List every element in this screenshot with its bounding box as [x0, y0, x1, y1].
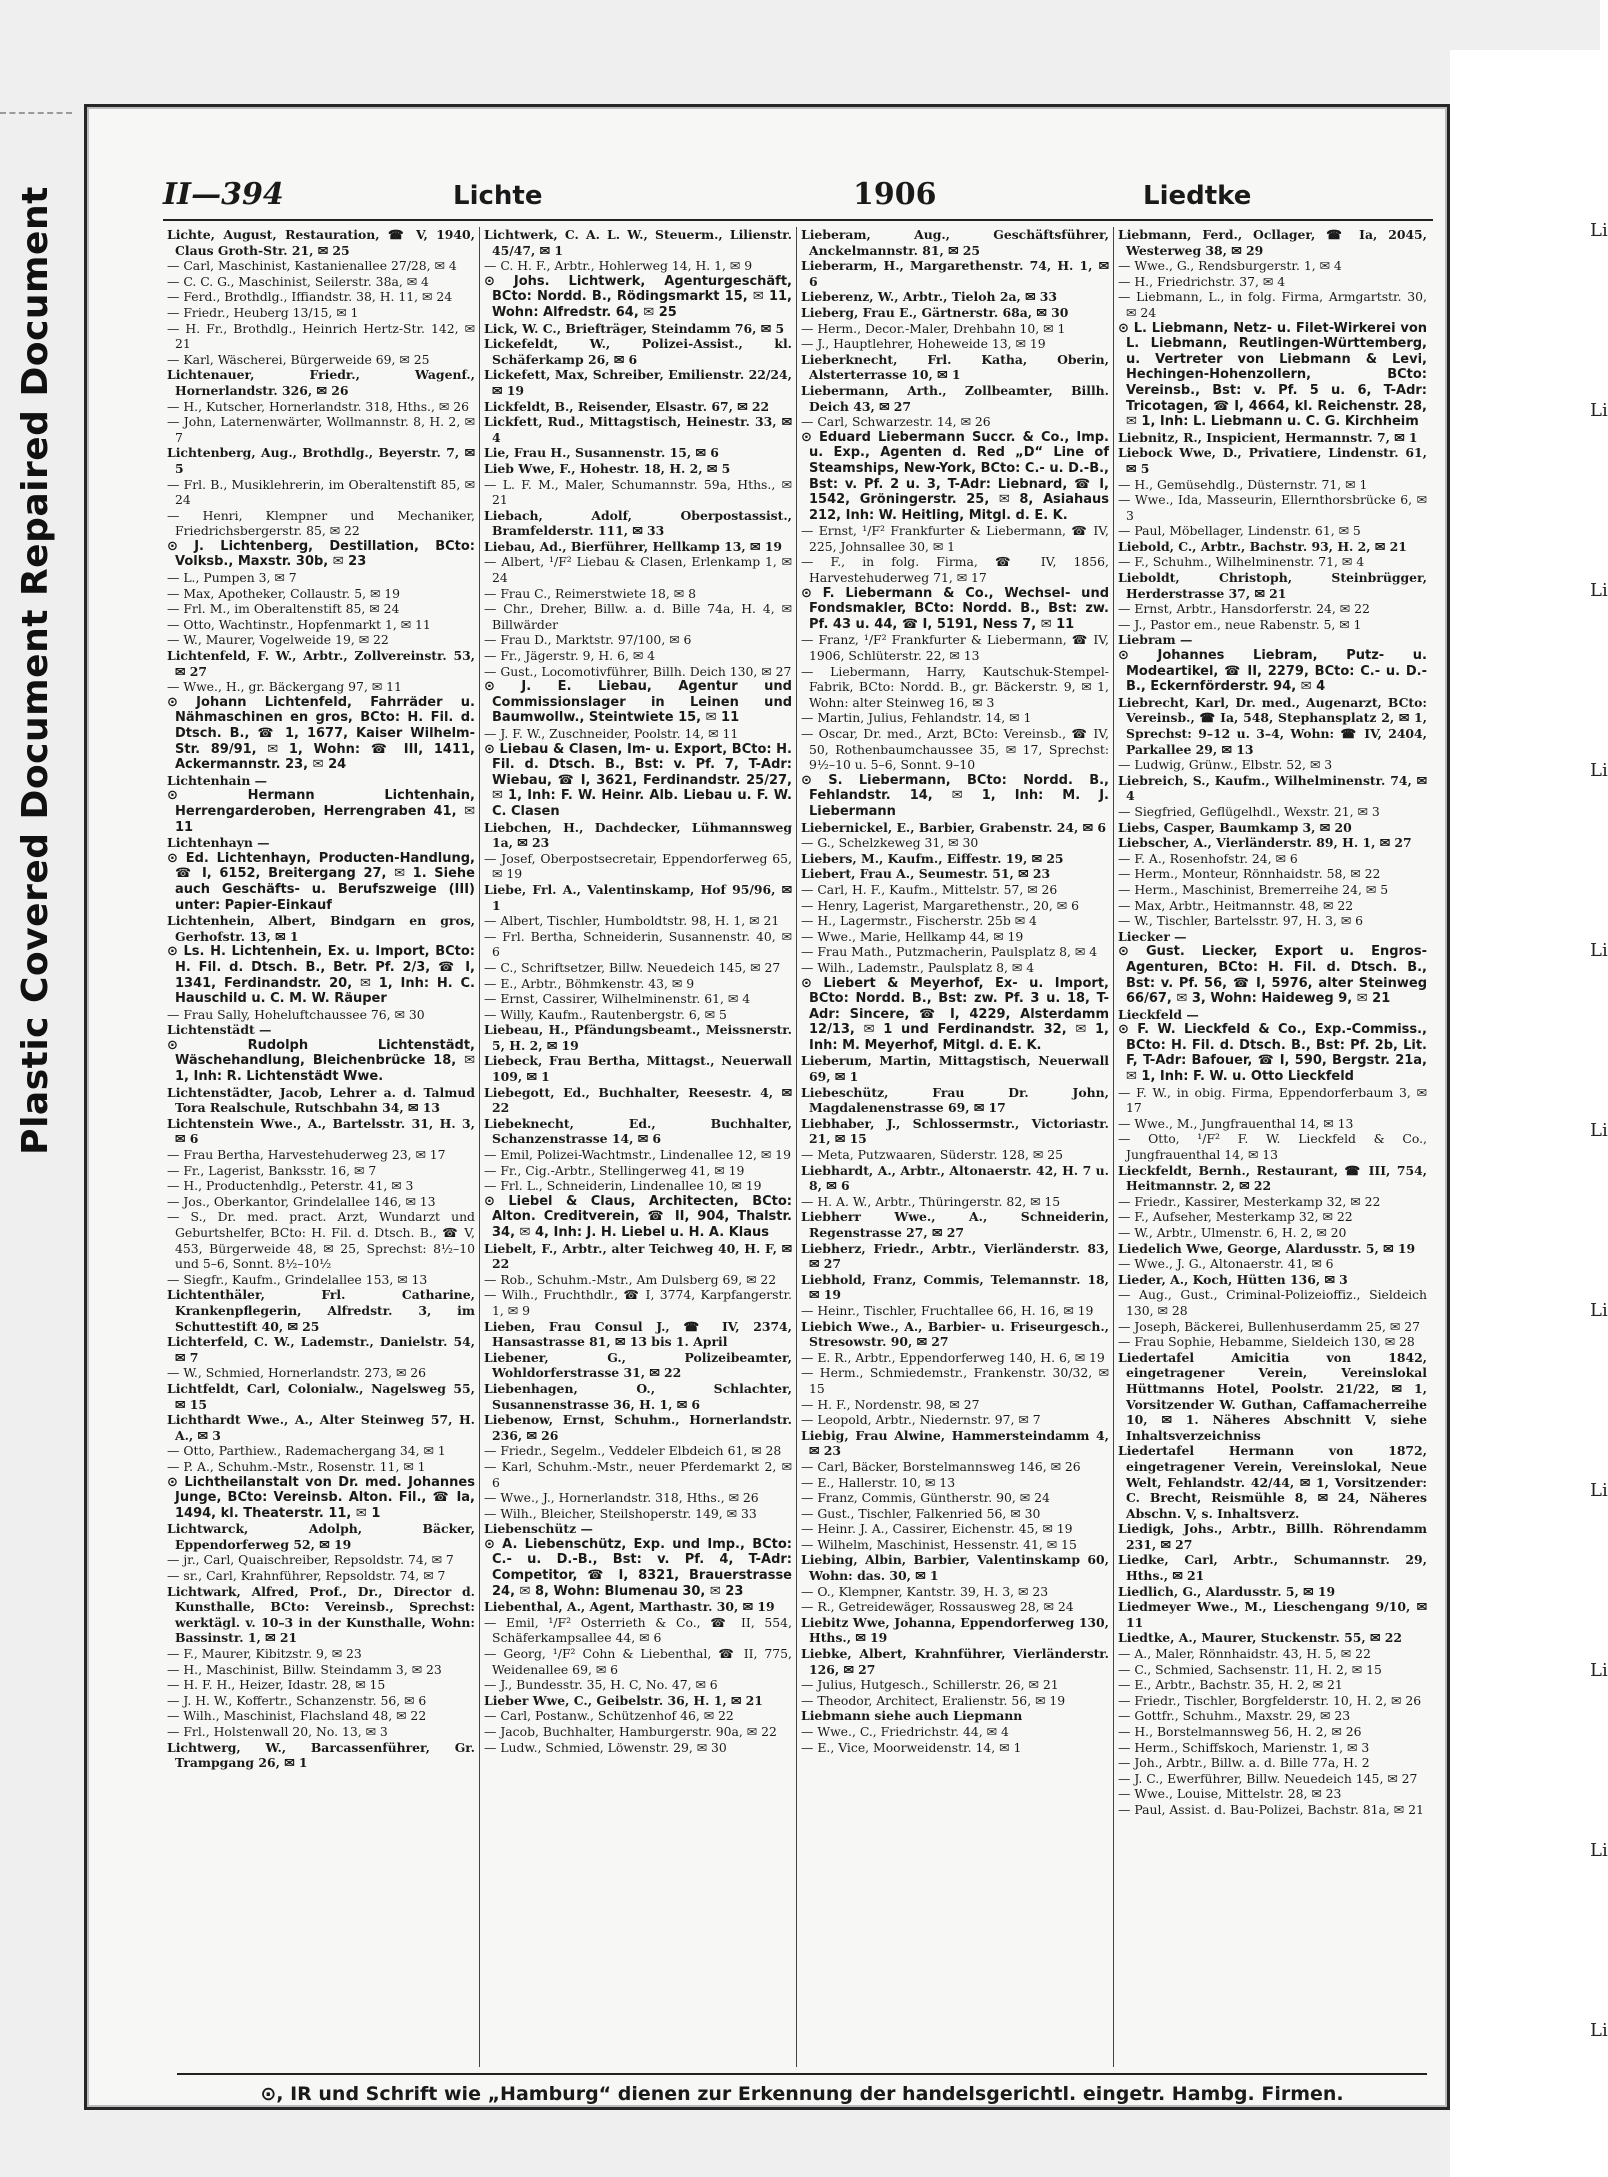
- directory-entry: Liebeknecht, Ed., Buchhalter, Schanzenstrasse 14, ✉ 6: [484, 1115, 792, 1147]
- directory-entry: Liebau, Ad., Bierführer, Hellkamp 13, ✉ 19: [484, 538, 782, 554]
- directory-entry: Lick, W. C., Briefträger, Steindamm 76, ✉ 5: [484, 320, 785, 336]
- directory-entry: — L., Pumpen 3, ✉ 7: [167, 570, 297, 586]
- directory-entry: — F. A., Rosenhofstr. 24, ✉ 6: [1118, 850, 1298, 866]
- directory-entry: — Otto, Parthiew., Rademachergang 34, ✉ 1: [167, 1443, 446, 1459]
- directory-entry: Lichterfeld, C. W., Lademstr., Danielstr. 54, ✉ 7: [167, 1334, 475, 1365]
- directory-entry: — Leopold, Arbtr., Niedernstr. 97, ✉ 7: [801, 1412, 1041, 1428]
- directory-entry: Liebeschütz, Frau Dr. John, Magdalenenstrasse 69, ✉ 17: [801, 1084, 1109, 1116]
- directory-entry: — Frau D., Marktstr. 97/100, ✉ 6: [484, 632, 692, 648]
- directory-entry: — Friedr., Tischler, Borgfelderstr. 10, H. 2, ✉ 26: [1118, 1692, 1422, 1708]
- directory-entry: — Willy, Kaufm., Rautenbergstr. 6, ✉ 5: [484, 1006, 727, 1022]
- directory-entry: — H. F., Nordenstr. 98, ✉ 27: [801, 1396, 980, 1412]
- directory-entry: — H., Friedrichstr. 37, ✉ 4: [1118, 273, 1286, 289]
- directory-entry: — F., Schuhm., Wilhelminenstr. 71, ✉ 4: [1118, 554, 1365, 570]
- directory-entry: Liebing, Albin, Barbier, Valentinskamp 60, Wohn: das. 30, ✉ 1: [801, 1552, 1109, 1584]
- directory-entry: — Wwe., M., Jungfrauenthal 14, ✉ 13: [1118, 1115, 1354, 1131]
- directory-entry: Liebold, C., Arbtr., Bachstr. 93, H. 2, ✉ 21: [1118, 538, 1407, 554]
- directory-entry: — Liebermann, Harry, Kautschuk-Stempel-Fabrik, BCto: Nordd. B., gr. Bäckerstr. 9, ✉ 1, Wohn: alter Steinweg 16, ✉ 3: [801, 663, 1109, 710]
- directory-entry: ⊙ Liebel & Claus, Architecten, BCto: Alton. Creditverein, ☎ II, 904, Thalstr. 34, ✉ 4, Inh: J. H. Liebel u. H. A. Klaus: [484, 1193, 792, 1240]
- directory-entry: — Rob., Schuhm.-Mstr., Am Dulsberg 69, ✉ 22: [484, 1271, 777, 1287]
- directory-entry: — Fr., Cig.-Arbtr., Stellingerweg 41, ✉ 19: [484, 1162, 745, 1178]
- directory-entry: — Theodor, Architect, Eralienstr. 56, ✉ 19: [801, 1692, 1066, 1708]
- column-1: [163, 227, 480, 2067]
- directory-entry: — Wwe., C., Friedrichstr. 44, ✉ 4: [801, 1724, 1009, 1739]
- directory-entry: Lickefett, Max, Schreiber, Emilienstr. 22/24, ✉ 19: [484, 367, 792, 398]
- directory-entry: — G., Schelzkeweg 31, ✉ 30: [801, 835, 979, 851]
- directory-entry: — Liebmann, L., in folg. Firma, Armgartstr. 30, ✉ 24: [1118, 289, 1427, 320]
- directory-entry: Liebig, Frau Alwine, Hammersteindamm 4, ✉ 23: [801, 1427, 1109, 1459]
- directory-entry: — Carl, Schwarzestr. 14, ✉ 26: [801, 414, 991, 430]
- directory-entry: Liebenschütz —: [484, 1521, 593, 1537]
- directory-entry: — Wwe., J. G., Altonaerstr. 41, ✉ 6: [1118, 1256, 1334, 1272]
- directory-entry: — W., Arbtr., Ulmenstr. 6, H. 2, ✉ 20: [1118, 1225, 1347, 1240]
- directory-entry: Liebegott, Ed., Buchhalter, Reesestr. 4, ✉ 22: [484, 1084, 792, 1116]
- directory-entry: — Albert, Tischler, Humboldtstr. 98, H. 1, ✉ 21: [484, 913, 780, 929]
- directory-entry: — J. F. W., Zuschneider, Poolstr. 14, ✉ 11: [484, 726, 739, 741]
- directory-entry: ⊙ Ls. H. Lichtenhein, Ex. u. Import, BCto: H. Fil. d. Dtsch. B., Betr. Pf. 2/3, ☎ I, 1341, Ferdinandstr. 20, ✉ 1, Inh: H. C. Hauschild u. C. M. W. Räuper: [167, 944, 475, 1007]
- directory-entry: — Wwe., Louise, Mittelstr. 28, ✉ 23: [1118, 1786, 1342, 1802]
- directory-entry: Liebhardt, A., Arbtr., Altonaerstr. 42, H. 7 u. 8, ✉ 6: [801, 1162, 1109, 1194]
- directory-entry: — C., Schmied, Sachsenstr. 11, H. 2, ✉ 15: [1118, 1661, 1382, 1677]
- directory-entry: ⊙ Johs. Lichtwerk, Agenturgeschäft, BCto: Nordd. B., Rödingsmarkt 15, ✉ 11, Wohn: Alfredstr. 64, ✉ 25: [484, 273, 792, 320]
- adjacent-page-fragment: Li: [1590, 1660, 1608, 1681]
- directory-entry: Liebke, Albert, Krahnführer, Vierländerstr. 126, ✉ 27: [801, 1646, 1109, 1677]
- page-number: II—394: [163, 177, 284, 212]
- directory-entry: — F., Maurer, Kibitzstr. 9, ✉ 23: [167, 1646, 362, 1662]
- directory-entry: — sr., Carl, Krahnführer, Repsoldstr. 74, ✉ 7: [167, 1568, 446, 1584]
- directory-entry: — Frl. B., Musiklehrerin, im Oberaltenstift 85, ✉ 24: [167, 476, 475, 508]
- adjacent-page-fragment: Li: [1590, 580, 1608, 601]
- directory-entry: Liebener, G., Polizeibeamter, Wohldorferstrasse 31, ✉ 22: [484, 1349, 792, 1381]
- directory-entry: Liedtke, A., Maurer, Stuckenstr. 55, ✉ 22: [1118, 1630, 1402, 1646]
- directory-entry: — Oscar, Dr. med., Arzt, BCto: Vereinsb., ☎ IV, 50, Rothenbaumchaussee 35, ✉ 17, Sprechst: 9½–10 u. 5–6, Sonnt. 9–10: [801, 726, 1109, 773]
- directory-entry: — Herm., Decor.-Maler, Drehbahn 10, ✉ 1: [801, 320, 1066, 336]
- directory-entry: — Wilh., Bleicher, Steilshoperstr. 149, ✉ 33: [484, 1505, 757, 1521]
- page-footer-note: ⊙, IR und Schrift wie „Hamburg“ dienen zur Erkennung der handelsgerichtl. eingetr. Hambg. Firmen.: [177, 2073, 1427, 2105]
- directory-entry: — Wilhelm, Maschinist, Hessenstr. 41, ✉ 15: [801, 1536, 1077, 1552]
- directory-entry: — E., Arbtr., Bachstr. 35, H. 2, ✉ 21: [1118, 1677, 1343, 1693]
- directory-entry: — R., Getreidewäger, Rossausweg 28, ✉ 24: [801, 1599, 1074, 1615]
- directory-entry: — Gust., Tischler, Falkenried 56, ✉ 30: [801, 1505, 1041, 1521]
- directory-entry: Liebchen, H., Dachdecker, Lühmannsweg 1a, ✉ 23: [484, 819, 792, 851]
- directory-entry: Lichtenhayn —: [167, 835, 270, 851]
- directory-entry: — Fr., Lagerist, Banksstr. 16, ✉ 7: [167, 1162, 377, 1178]
- directory-entry: — Ludw., Schmied, Löwenstr. 29, ✉ 30: [484, 1739, 727, 1755]
- directory-entry: Lichtenthäler, Frl. Catharine, Krankenpflegerin, Alfredstr. 3, im Schuttestift 40, ✉ 25: [167, 1287, 475, 1334]
- directory-entry: — H. Fr., Brothdlg., Heinrich Hertz-Str. 142, ✉ 21: [167, 320, 475, 352]
- directory-entry: Liebers, M., Kaufm., Eiffestr. 19, ✉ 25: [801, 850, 1064, 866]
- directory-entry: Liebram —: [1118, 632, 1193, 648]
- page-year: 1906: [853, 177, 937, 212]
- directory-entry: Liebernickel, E., Barbier, Grabenstr. 24, ✉ 6: [801, 819, 1106, 835]
- directory-entry: ⊙ J. Lichtenberg, Destillation, BCto: Volksb., Maxstr. 30b, ✉ 23: [167, 538, 475, 570]
- directory-entry: — E., Hallerstr. 10, ✉ 13: [801, 1474, 956, 1490]
- directory-entry: — P. A., Schuhm.-Mstr., Rosenstr. 11, ✉ 1: [167, 1458, 426, 1474]
- directory-entry: — H., Maschinist, Billw. Steindamm 3, ✉ 23: [167, 1661, 442, 1677]
- directory-entry: Lichtwerk, C. A. L. W., Steuerm., Lilienstr. 45/47, ✉ 1: [484, 227, 792, 258]
- directory-entry: Lie, Frau H., Susannenstr. 15, ✉ 6: [484, 445, 719, 461]
- directory-entry: Liebach, Adolf, Oberpostassist., Bramfelderstr. 111, ✉ 33: [484, 507, 792, 539]
- directory-entry: Lieberum, Martin, Mittagstisch, Neuerwall 69, ✉ 1: [801, 1053, 1109, 1085]
- directory-entry: — Wwe., J., Hornerlandstr. 318, Hths., ✉ 26: [484, 1490, 759, 1506]
- directory-entry: — Albert, ¹/F² Liebau & Clasen, Erlenkamp 1, ✉ 24: [484, 554, 792, 586]
- directory-entry: — J., Bundesstr. 35, H. C, No. 47, ✉ 6: [484, 1677, 718, 1693]
- directory-entry: Lieben, Frau Consul J., ☎ IV, 2374, Hansastrasse 81, ✉ 13 bis 1. April: [484, 1318, 792, 1350]
- directory-entry: Liedlich, G., Alardusstr. 5, ✉ 19: [1118, 1583, 1336, 1599]
- adjacent-page-fragment: Li: [1590, 940, 1608, 961]
- directory-entry: ⊙ Eduard Liebermann Succr. & Co., Imp. u. Exp., Agenten d. Red „D“ Line of Steamships, New-York, BCto: C.- u. D.-B., Bst: v. Pf. 2 u. 3, T-Adr: Liebnard, ☎ I, 1542, Gröningerstr. 25, ✉ 8, Asiahaus 212, Inh: W. Heitling, Mitgl. d. E. K.: [801, 429, 1109, 523]
- directory-entry: — Meta, Putzwaaren, Süderstr. 128, ✉ 25: [801, 1147, 1063, 1163]
- directory-entry: Liebrecht, Karl, Dr. med., Augenarzt, BCto: Vereinsb., ☎ Ia, 548, Stephansplatz 2, ✉ 1, Sprechst: 9–12 u. 3–4, Wohn: ☎ IV, 2404, Parkallee 29, ✉ 13: [1118, 694, 1427, 757]
- directory-entry: — jr., Carl, Quaischreiber, Repsoldstr. 74, ✉ 7: [167, 1552, 454, 1568]
- directory-entry: Liedigk, Johs., Arbtr., Billh. Röhrendamm 231, ✉ 27: [1118, 1521, 1427, 1552]
- directory-entry: — E., Vice, Moorweidenstr. 14, ✉ 1: [801, 1739, 1022, 1755]
- directory-entry: ⊙ Ed. Lichtenhayn, Producten-Handlung, ☎ I, 6152, Breitergang 27, ✉ 1. Siehe auch Geschäfts- u. Berufszweige (III) unter: Papier-Einkauf: [167, 850, 475, 913]
- directory-entry: — Otto, Wachtinstr., Hopfenmarkt 1, ✉ 11: [167, 616, 431, 632]
- directory-entry: ⊙ F. Liebermann & Co., Wechsel- und Fondsmakler, BCto: Nordd. B., Bst: zw. Pf. 43 u. 44, ☎ I, 5191, Ness 7, ✉ 11: [801, 585, 1109, 632]
- directory-entry: — Jacob, Buchhalter, Hamburgerstr. 90a, ✉ 22: [484, 1724, 777, 1739]
- directory-entry: Lichtenstädter, Jacob, Lehrer a. d. Talmud Tora Realschule, Rutschbahn 34, ✉ 13: [167, 1084, 475, 1116]
- directory-entry: Liebmann siehe auch Liepmann: [801, 1708, 1023, 1724]
- directory-entry: Lichtenstädt —: [167, 1022, 272, 1038]
- directory-entry: Lichthardt Wwe., A., Alter Steinweg 57, H. A., ✉ 3: [167, 1412, 475, 1443]
- adjacent-page-fragment: Li: [1590, 1300, 1608, 1321]
- adjacent-page-fragment: Li: [1590, 1480, 1608, 1501]
- directory-entry: — Ernst, ¹/F² Frankfurter & Liebermann, ☎ IV, 225, Johnsallee 30, ✉ 1: [801, 523, 1109, 554]
- directory-entry: Liebich Wwe., A., Barbier- u. Friseurgesch., Stresowstr. 90, ✉ 27: [801, 1318, 1109, 1350]
- directory-entry: — Carl, H. F., Kaufm., Mittelstr. 57, ✉ 26: [801, 881, 1058, 897]
- header-rule: [163, 219, 1433, 221]
- directory-entry: Lieberenz, W., Arbtr., Tieloh 2a, ✉ 33: [801, 289, 1058, 305]
- directory-entry: — Franz, ¹/F² Frankfurter & Liebermann, ☎ IV, 1906, Schlüterstr. 22, ✉ 13: [801, 632, 1109, 664]
- directory-entry: — Frl. L., Schneiderin, Lindenallee 10, ✉ 19: [484, 1178, 762, 1194]
- directory-entry: ⊙ Hermann Lichtenhain, Herrengarderoben, Herrengraben 41, ✉ 11: [167, 788, 475, 835]
- directory-entry: — Julius, Hutgesch., Schillerstr. 26, ✉ 21: [801, 1677, 1059, 1693]
- directory-entry: ⊙ J. E. Liebau, Agentur und Commissionslager in Leinen und Baumwollw., Steintwiete 15, ✉ 11: [484, 679, 792, 726]
- directory-entry: — C., Schriftsetzer, Billw. Neuedeich 145, ✉ 27: [484, 959, 781, 975]
- directory-entry: — Frau Math., Putzmacherin, Paulsplatz 8, ✉ 4: [801, 944, 1098, 960]
- directory-entry: — J. C., Ewerführer, Billw. Neuedeich 145, ✉ 27: [1118, 1770, 1418, 1786]
- directory-entry: Liebmann, Ferd., Ocllager, ☎ Ia, 2045, Westerweg 38, ✉ 29: [1118, 227, 1427, 258]
- directory-entry: Liedertafel Amicitia von 1842, eingetragener Verein, Vereinslokal Hüttmanns Hotel, Poolstr. 21/22, ✉ 1, Vorsitzender W. Guthan, Caffamacherreihe 10, ✉ 1. Näheres Abschnitt V, siehe Inhaltsverzeichniss: [1118, 1349, 1427, 1443]
- directory-entry: — F., in folg. Firma, ☎ IV, 1856, Harvestehuderweg 71, ✉ 17: [801, 554, 1109, 586]
- directory-entry: — Wilh., Maschinist, Flachsland 48, ✉ 22: [167, 1708, 427, 1724]
- side-label: [0, 130, 70, 1210]
- directory-entry: — Frau Bertha, Harvestehuderweg 23, ✉ 17: [167, 1147, 446, 1163]
- directory-entry: Liedke, Carl, Arbtr., Schumannstr. 29, Hths., ✉ 21: [1118, 1552, 1427, 1584]
- adjacent-page-fragment: Li: [1590, 400, 1608, 421]
- directory-entry: Liebelt, F., Arbtr., alter Teichweg 40, H. F, ✉ 22: [484, 1240, 792, 1272]
- directory-entry: — S., Dr. med. pract. Arzt, Wundarzt und Geburtshelfer, BCto: H. Fil. d. Dtsch. B., ☎ V, 453, Bürgerweide 48, ✉ 25, Sprechst: 8½–10 und 5–6, Sonnt. 8½–10½: [167, 1209, 475, 1272]
- page-header: [163, 177, 1433, 217]
- directory-entry: — Paul, Möbellager, Lindenstr. 61, ✉ 5: [1118, 523, 1361, 539]
- directory-entry: — Chr., Dreher, Billw. a. d. Bille 74a, H. 4, ✉ Billwärder: [484, 601, 792, 632]
- directory-entry: Liebenthal, A., Agent, Marthastr. 30, ✉ 19: [484, 1599, 775, 1615]
- directory-entry: — Wwe., G., Rendsburgerstr. 1, ✉ 4: [1118, 258, 1342, 274]
- directory-entry: — Joseph, Bäckerei, Bullenhuserdamm 25, ✉ 27: [1118, 1318, 1420, 1334]
- directory-entry: Lichtenfeld, F. W., Arbtr., Zollvereinstr. 53, ✉ 27: [167, 648, 475, 679]
- directory-entry: Lieckfeld —: [1118, 1006, 1199, 1022]
- directory-entry: — Siegfr., Kaufm., Grindelallee 153, ✉ 13: [167, 1271, 428, 1287]
- directory-entry: — E., Arbtr., Böhmkenstr. 43, ✉ 9: [484, 975, 695, 991]
- directory-entry: — Herm., Monteur, Rönnhaidstr. 58, ✉ 22: [1118, 866, 1381, 882]
- column-4: [1114, 227, 1431, 2067]
- directory-entry: Lichtenstein Wwe., A., Bartelsstr. 31, H. 3, ✉ 6: [167, 1115, 475, 1147]
- directory-entry: — W., Schmied, Hornerlandstr. 273, ✉ 26: [167, 1365, 427, 1381]
- directory-entry: Lichtenhein, Albert, Bindgarn en gros, Gerhofstr. 13, ✉ 1: [167, 913, 475, 944]
- directory-entry: — Friedr., Kassirer, Mesterkamp 32, ✉ 22: [1118, 1193, 1381, 1209]
- directory-entry: — Friedr., Segelm., Veddeler Elbdeich 61, ✉ 28: [484, 1443, 782, 1459]
- directory-entry: Liebe, Frl. A., Valentinskamp, Hof 95/96, ✉ 1: [484, 881, 792, 913]
- scan-dashed-edge: [0, 112, 72, 114]
- directory-entry: — Frau Sally, Hoheluftchaussee 76, ✉ 30: [167, 1006, 425, 1022]
- directory-entry: — F., Aufseher, Mesterkamp 32, ✉ 22: [1118, 1209, 1353, 1225]
- directory-entry: — Wilh., Fruchthdlr., ☎ I, 3774, Karpfangerstr. 1, ✉ 9: [484, 1287, 792, 1318]
- directory-entry: Lieberg, Frau E., Gärtnerstr. 68a, ✉ 30: [801, 304, 1069, 320]
- directory-entry: — F. W., in obig. Firma, Eppendorferbaum 3, ✉ 17: [1118, 1084, 1427, 1116]
- directory-entry: — H., Borstelmannsweg 56, H. 2, ✉ 26: [1118, 1724, 1362, 1739]
- directory-entry: — H., Productenhdlg., Peterstr. 41, ✉ 3: [167, 1178, 414, 1194]
- directory-entry: — O., Klempner, Kantstr. 39, H. 3, ✉ 23: [801, 1583, 1049, 1599]
- directory-entry: — Herm., Maschinist, Bremerreihe 24, ✉ 5: [1118, 881, 1389, 897]
- directory-entry: Liebitz Wwe, Johanna, Eppendorferweg 130, Hths., ✉ 19: [801, 1614, 1109, 1646]
- directory-entry: Lieboldt, Christoph, Steinbrügger, Herderstrasse 37, ✉ 21: [1118, 570, 1427, 601]
- directory-entry: — Heinr., Tischler, Fruchtallee 66, H. 16, ✉ 19: [801, 1302, 1094, 1318]
- directory-entry: — C. C. G., Maschinist, Seilerstr. 38a, ✉ 4: [167, 273, 429, 289]
- directory-entry: Liebock Wwe, D., Privatiere, Lindenstr. 61, ✉ 5: [1118, 445, 1427, 476]
- directory-entry: Liebhaber, J., Schlossermstr., Victoriastr. 21, ✉ 15: [801, 1115, 1109, 1147]
- directory-entry: Lichtwarck, Adolph, Bäcker, Eppendorferweg 52, ✉ 19: [167, 1521, 475, 1552]
- directory-entry: — Joh., Arbtr., Billw. a. d. Bille 77a, H. 2: [1118, 1755, 1370, 1771]
- directory-entry: — Karl, Schuhm.-Mstr., neuer Pferdemarkt 2, ✉ 6: [484, 1458, 792, 1490]
- directory-entry: ⊙ Johannes Liebram, Putz- u. Modeartikel, ☎ II, 2279, BCto: C.- u. D.-B., Eckernförderstr. 94, ✉ 4: [1118, 648, 1427, 695]
- directory-entry: Liedelich Wwe, George, Alardusstr. 5, ✉ 19: [1118, 1240, 1416, 1256]
- directory-entry: — Martin, Julius, Fehlandstr. 14, ✉ 1: [801, 710, 1032, 726]
- directory-entry: — Karl, Wäscherei, Bürgerweide 69, ✉ 25: [167, 351, 430, 367]
- directory-entry: ⊙ A. Liebenschütz, Exp. und Imp., BCto: C.- u. D.-B., Bst: v. Pf. 4, T-Adr: Competitor, ☎ I, 8321, Brauerstrasse 24, ✉ 8, Wohn: Blumenau 30, ✉ 23: [484, 1536, 792, 1599]
- directory-entry: — W., Maurer, Vogelweide 19, ✉ 22: [167, 632, 389, 648]
- directory-entry: — Gust., Locomotivführer, Billh. Deich 130, ✉ 27: [484, 663, 792, 679]
- directory-entry: Lieber Wwe, C., Geibelstr. 36, H. 1, ✉ 21: [484, 1692, 763, 1708]
- directory-entry: — Frl. M., im Oberaltenstift 85, ✉ 24: [167, 601, 400, 617]
- directory-entry: Liebhold, Franz, Commis, Telemannstr. 18, ✉ 19: [801, 1271, 1109, 1303]
- adjacent-page-fragment: Li: [1590, 1840, 1608, 1861]
- directory-entry: Lichtfeldt, Carl, Colonialw., Nagelsweg 55, ✉ 15: [167, 1380, 475, 1412]
- directory-entry: — Heinr. J. A., Cassirer, Eichenstr. 45, ✉ 19: [801, 1521, 1073, 1537]
- directory-entry: Lichte, August, Restauration, ☎ V, 1940, Claus Groth-Str. 21, ✉ 25: [167, 227, 475, 258]
- directory-page: [84, 104, 1450, 2110]
- directory-entry: Liebeck, Frau Bertha, Mittagst., Neuerwall 109, ✉ 1: [484, 1053, 792, 1085]
- directory-entry: — Frl. Bertha, Schneiderin, Susannenstr. 40, ✉ 6: [484, 928, 792, 960]
- directory-entry: Liecker —: [1118, 928, 1187, 944]
- directory-entry: — Max, Arbtr., Heitmannstr. 48, ✉ 22: [1118, 897, 1354, 913]
- directory-entry: — Wwe., H., gr. Bäckergang 97, ✉ 11: [167, 679, 402, 695]
- directory-entry: — J. H. W., Koffertr., Schanzenstr. 56, ✉ 6: [167, 1692, 427, 1708]
- directory-entry: — L. F. M., Maler, Schumannstr. 59a, Hths., ✉ 21: [484, 476, 792, 508]
- directory-entry: ⊙ S. Liebermann, BCto: Nordd. B., Fehlandstr. 14, ✉ 1, Inh: M. J. Liebermann: [801, 772, 1109, 819]
- directory-entry: — C. H. F., Arbtr., Hohlerweg 14, H. 1, ✉ 9: [484, 258, 753, 274]
- right-guide-word: Liedtke: [1143, 181, 1252, 211]
- side-label-text: Plastic Covered Document Repaired Document: [14, 185, 56, 1155]
- directory-entry: Liebert, Frau A., Seumestr. 51, ✉ 23: [801, 866, 1051, 882]
- directory-entry: — Friedr., Heuberg 13/15, ✉ 1: [167, 304, 359, 320]
- directory-entry: Lieberknecht, Frl. Katha, Oberin, Alsterterrasse 10, ✉ 1: [801, 351, 1109, 383]
- directory-entry: — H., Gemüsehdlg., Düsternstr. 71, ✉ 1: [1118, 476, 1368, 492]
- directory-entry: — Emil, ¹/F² Osterrieth & Co., ☎ II, 554, Schäferkampsallee 44, ✉ 6: [484, 1614, 792, 1646]
- directory-entry: — Frau C., Reimerstwiete 18, ✉ 8: [484, 585, 696, 601]
- directory-entry: — H. A. W., Arbtr., Thüringerstr. 82, ✉ 15: [801, 1193, 1061, 1209]
- directory-entry: — Ludwig, Grünw., Elbstr. 52, ✉ 3: [1118, 757, 1333, 773]
- directory-entry: Lieberam, Aug., Geschäftsführer, Anckelmannstr. 81, ✉ 25: [801, 227, 1109, 258]
- directory-entry: — Ferd., Brothdlg., Iffiandstr. 38, H. 11, ✉ 24: [167, 289, 453, 305]
- directory-entry: — Carl, Bäcker, Borstelmannsweg 146, ✉ 26: [801, 1458, 1081, 1474]
- directory-entry: ⊙ Liebert & Meyerhof, Ex- u. Import, BCto: Nordd. B., Bst: zw. Pf. 3 u. 18, T-Adr: Sincere, ☎ I, 4229, Alsterdamm 12/13, ✉ 1 und Ferdinandstr. 32, ✉ 1, Inh: M. Meyerhof, Mitgl. d. E. K.: [801, 975, 1109, 1053]
- directory-entry: — W., Tischler, Bartelsstr. 97, H. 3, ✉ 6: [1118, 913, 1364, 929]
- directory-entry: — Otto, ¹/F² F. W. Lieckfeld & Co., Jungfrauenthal 14, ✉ 13: [1118, 1131, 1427, 1163]
- directory-entry: Liebscher, A., Vierländerstr. 89, H. 1, ✉ 27: [1118, 835, 1412, 851]
- adjacent-page-strip: [1450, 50, 1608, 2177]
- directory-entry: Lichtenberg, Aug., Brothdlg., Beyerstr. 7, ✉ 5: [167, 445, 475, 476]
- directory-entry: Lickfett, Rud., Mittagstisch, Heinestr. 33, ✉ 4: [484, 414, 792, 445]
- directory-entry: — Wwe., Marie, Hellkamp 44, ✉ 19: [801, 928, 1024, 944]
- directory-entry: Lieckfeldt, Bernh., Restaurant, ☎ III, 754, Heitmannstr. 2, ✉ 22: [1118, 1162, 1427, 1194]
- directory-entry: — Siegfried, Geflügelhdl., Wexstr. 21, ✉ 3: [1118, 803, 1380, 819]
- directory-entry: — Franz, Commis, Güntherstr. 90, ✉ 24: [801, 1490, 1050, 1506]
- left-guide-word: Lichte: [453, 181, 543, 211]
- directory-entry: Lickefeldt, W., Polizei-Assist., kl. Schäferkamp 26, ✉ 6: [484, 336, 792, 367]
- directory-entry: — Herm., Schiffskoch, Marienstr. 1, ✉ 3: [1118, 1739, 1370, 1755]
- directory-entry: — Carl, Postanw., Schützenhof 46, ✉ 22: [484, 1708, 734, 1724]
- directory-entry: Lieder, A., Koch, Hütten 136, ✉ 3: [1118, 1271, 1348, 1287]
- directory-entry: Lichtwark, Alfred, Prof., Dr., Director d. Kunsthalle, BCto: Vereinsb., Sprechst: werktägl. v. 10–3 in der Kunsthalle, Wohn: Bassinstr. 1, ✉ 21: [167, 1583, 475, 1646]
- directory-entry: — Emil, Polizei-Wachtmstr., Lindenallee 12, ✉ 19: [484, 1147, 791, 1163]
- directory-entry: — Jos., Oberkantor, Grindelallee 146, ✉ 13: [167, 1193, 436, 1209]
- directory-entry: Liebnitz, R., Inspicient, Hermannstr. 7, ✉ 1: [1118, 429, 1418, 445]
- directory-entry: — J., Hauptlehrer, Hoheweide 13, ✉ 19: [801, 336, 1046, 352]
- directory-entry: Liebermann, Arth., Zollbeamter, Billh. Deich 43, ✉ 27: [801, 382, 1109, 414]
- directory-entry: — Herm., Schmiedemstr., Frankenstr. 30/32, ✉ 15: [801, 1365, 1109, 1396]
- directory-entry: — Frau Sophie, Hebamme, Sieldeich 130, ✉ 28: [1118, 1334, 1415, 1350]
- column-3: [797, 227, 1114, 2067]
- directory-entry: — H., Kutscher, Hornerlandstr. 318, Hths., ✉ 26: [167, 398, 469, 414]
- directory-entry: Liebherz, Friedr., Arbtr., Vierländerstr. 83, ✉ 27: [801, 1240, 1109, 1272]
- directory-entry: — Georg, ¹/F² Cohn & Liebenthal, ☎ II, 775, Weidenallee 69, ✉ 6: [484, 1646, 792, 1677]
- column-2: [480, 227, 797, 2067]
- directory-entry: Liedmeyer Wwe., M., Lieschengang 9/10, ✉ 11: [1118, 1599, 1427, 1630]
- directory-entry: ⊙ Lichtheilanstalt von Dr. med. Johannes Junge, BCto: Vereinsb. Alton. Fil., ☎ Ia, 1494, kl. Theaterstr. 11, ✉ 1: [167, 1474, 475, 1521]
- directory-entry: ⊙ Liebau & Clasen, Im- u. Export, BCto: H. Fil. d. Dtsch. B., Bst: v. Pf. 7, T-Adr: Wiebau, ☎ I, 3621, Ferdinandstr. 25/27, ✉ 1, Inh: F. W. Heinr. Alb. Liebau u. F. W. C. Clasen: [484, 741, 792, 819]
- adjacent-page-fragment: Li: [1590, 1120, 1608, 1141]
- directory-entry: — Wilh., Lademstr., Paulsplatz 8, ✉ 4: [801, 959, 1035, 975]
- directory-entry: — H., Lagermstr., Fischerstr. 25b ✉ 4: [801, 913, 1037, 929]
- directory-entry: Liedertafel Hermann von 1872, eingetragener Verein, Vereinslokal, Neue Welt, Fehlandstr. 42/44, ✉ 1, Vorsitzender: C. Brecht, Reismühle 8, ✉ 24, Näheres Abschn. V, s. Inhaltsverz.: [1118, 1443, 1427, 1521]
- directory-entry: — Max, Apotheker, Collaustr. 5, ✉ 19: [167, 585, 401, 601]
- directory-entry: Lieberarm, H., Margarethenstr. 74, H. 1, ✉ 6: [801, 258, 1109, 289]
- directory-entry: Liebenow, Ernst, Schuhm., Hornerlandstr. 236, ✉ 26: [484, 1412, 792, 1443]
- directory-entry: Lichtenhain —: [167, 772, 268, 788]
- directory-entry: ⊙ L. Liebmann, Netz- u. Filet-Wirkerei von L. Liebmann, Reutlingen-Württemberg, u. Vertreter von Liebmann & Levi, Hechingen-Hohenzollern, BCto: Vereinsb., Bst: v. Pf. 5 u. 6, T-Adr: Tricotagen, ☎ I, 4664, kl. Reichenstr. 28, ✉ 1, Inh: L. Liebmann u. C. G. Kirchheim: [1118, 320, 1427, 430]
- directory-entry: — Gottfr., Schuhm., Maxstr. 29, ✉ 23: [1118, 1708, 1351, 1724]
- directory-entry: ⊙ F. W. Lieckfeld & Co., Exp.-Commiss., BCto: H. Fil. d. Dtsch. B., Bst: Pf. 2b, Lit. F, T-Adr: Bafouer, ☎ I, 590, Bergstr. 21a, ✉ 1, Inh: F. W. u. Otto Lieckfeld: [1118, 1022, 1427, 1085]
- directory-entry: — Wwe., Ida, Masseurin, Ellernthorsbrücke 6, ✉ 3: [1118, 492, 1427, 523]
- directory-entry: — A., Maler, Rönnhaidstr. 43, H. 5, ✉ 22: [1118, 1646, 1371, 1662]
- directory-entry: — Henry, Lagerist, Margarethenstr., 20, ✉ 6: [801, 897, 1079, 913]
- directory-entry: Liebs, Casper, Baumkamp 3, ✉ 20: [1118, 819, 1352, 835]
- directory-entry: — Ernst, Cassirer, Wilhelminenstr. 61, ✉ 4: [484, 991, 751, 1007]
- directory-columns: [163, 227, 1433, 2067]
- directory-entry: — J., Pastor em., neue Rabenstr. 5, ✉ 1: [1118, 616, 1362, 632]
- directory-entry: Lichtwerg, W., Barcassenführer, Gr. Trampgang 26, ✉ 1: [167, 1739, 475, 1771]
- directory-entry: ⊙ Johann Lichtenfeld, Fahrräder u. Nähmaschinen en gros, BCto: H. Fil. d. Dtsch. B., ☎ 1, 1677, Kaiser Wilhelm-Str. 89/91, ✉ 1, Wohn: ☎ III, 1411, Ackermannstr. 23, ✉ 24: [167, 694, 475, 773]
- directory-entry: Liebeau, H., Pfändungsbeamt., Meissnerstr. 5, H. 2, ✉ 19: [484, 1022, 792, 1053]
- directory-entry: — John, Laternenwärter, Wollmannstr. 8, H. 2, ✉ 7: [167, 414, 475, 445]
- directory-entry: — Frl., Holstenwall 20, No. 13, ✉ 3: [167, 1724, 388, 1739]
- directory-entry: — Paul, Assist. d. Bau-Polizei, Bachstr. 81a, ✉ 21: [1118, 1801, 1424, 1817]
- directory-entry: — Aug., Gust., Criminal-Polizeioffiz., Sieldeich 130, ✉ 28: [1118, 1287, 1427, 1318]
- directory-entry: — Henri, Klempner und Mechaniker, Friedrichsbergerstr. 85, ✉ 22: [167, 507, 475, 539]
- directory-entry: ⊙ Rudolph Lichtenstädt, Wäschehandlung, Bleichenbrücke 18, ✉ 1, Inh: R. Lichtenstädt Wwe.: [167, 1037, 475, 1085]
- directory-entry: — H. F. H., Heizer, Idastr. 28, ✉ 15: [167, 1677, 386, 1693]
- directory-entry: — E. R., Arbtr., Eppendorferweg 140, H. 6, ✉ 19: [801, 1349, 1105, 1365]
- directory-entry: Lickfeldt, B., Reisender, Elsastr. 67, ✉ 22: [484, 398, 770, 414]
- directory-entry: — Josef, Oberpostsecretair, Eppendorferweg 65, ✉ 19: [484, 850, 792, 882]
- directory-entry: — Fr., Jägerstr. 9, H. 6, ✉ 4: [484, 648, 656, 664]
- directory-entry: Lieb Wwe, F., Hohestr. 18, H. 2, ✉ 5: [484, 460, 731, 476]
- directory-entry: Liebherr Wwe., A., Schneiderin, Regenstrasse 27, ✉ 27: [801, 1209, 1109, 1240]
- directory-entry: — Ernst, Arbtr., Hansdorferstr. 24, ✉ 22: [1118, 601, 1370, 617]
- directory-entry: Lichtenauer, Friedr., Wagenf., Hornerlandstr. 326, ✉ 26: [167, 367, 475, 398]
- directory-entry: Liebenhagen, O., Schlachter, Susannenstrasse 36, H. 1, ✉ 6: [484, 1380, 792, 1412]
- directory-entry: ⊙ Gust. Liecker, Export u. Engros-Agenturen, BCto: H. Fil. d. Dtsch. B., Bst: v. Pf. 56, ☎ I, 5976, alter Steinweg 66/67, ✉ 3, Wohn: Haideweg 9, ✉ 21: [1118, 944, 1427, 1007]
- adjacent-page-fragment: Li: [1590, 220, 1608, 241]
- directory-entry: Liebreich, S., Kaufm., Wilhelminenstr. 74, ✉ 4: [1118, 772, 1427, 804]
- directory-entry: — Carl, Maschinist, Kastanienallee 27/28, ✉ 4: [167, 258, 457, 274]
- adjacent-page-fragment: Li: [1590, 2020, 1608, 2041]
- adjacent-page-fragment: Li: [1590, 760, 1608, 781]
